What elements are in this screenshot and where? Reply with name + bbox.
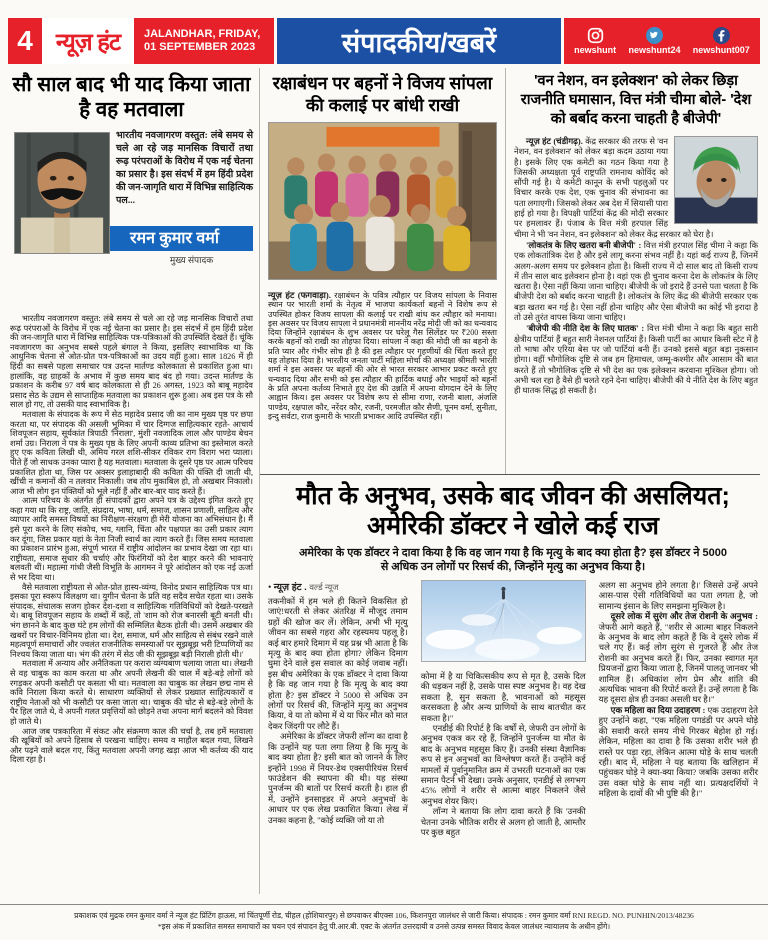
newspaper-logo: न्यूज़ हंट (42, 18, 134, 64)
facebook-handle: newshunt007 (692, 45, 750, 55)
right-area (260, 68, 760, 894)
death-subsection-text: एक उदाहरण देते हुए उन्होंने कहा, "एक महिला पगडंडी पर अपने घोड़े की सवारी करते समय नीचे गिरकर बेहोश हो गई। लेकिन, महिला का दावा है कि उसका शरीर भले ही रास्ते पर पड़ा रहा, लेकिन आत्मा घोड़े के साथ चलती रही। बाद में, महिला ने यह बताया कि खलिहान में पहुंचकर घोड़े ने क्या-क्या किया? जबकि उसका शरीर उस वक्त घोड़े के साथ नहीं था। प्रत्यक्षदर्शियों ने महिला के दावों की भी पुष्टि की है।" (598, 704, 759, 799)
election-subhead: 'बीजेपी की नीति देश के लिए घातक' : (526, 323, 645, 334)
death-column-3 (599, 580, 758, 838)
death-subsection-text: जेफरी आगे कहते हैं, "शरीर से आत्मा बाहर निकलने के अनुभव के बाद लोग कहते हैं कि वे दूसरे लोक में चले गए हैं। कई लोग सुरंग से गुजरते हैं और तेज रोशनी का अनुभव करते हैं। फिर, उनका स्वागत मृत प्रियजनों द्वारा किया जाता है, जिनमें पालतू जानवर भी शामिल हैं। अधिकांश लोग प्रेम और शांति की अत्यधिक भावना की रिपोर्ट करते हैं। उन्हें लगता है कि यह दूसरा क्षेत्र ही उनका असली घर है।" (598, 621, 758, 705)
death-paragraph: अमेरिका के डॉक्टर जेफरी लॉन्ग का दावा है कि उन्होंने यह पता लगा लिया है कि मृत्यु के बाद क्या होता है? इसी बात को जानने के लिए इन्होंने 1998 में नियर-डेथ एक्सपीरियंस रिसर्च फाउंडेशन की स्थापना की थी। यह संस्था पुनर्जन्म की बातों पर रिसर्च करती है। हाल ही में, उन्होंने इनसाइडर में अपने अनुभवों के आधार पर एक लेख प्रकाशित किया। लेख में उनका कहना है, "कोई व्यक्ति जो या तो (268, 731, 408, 825)
editorial-headline: सौ साल बाद भी याद किया जाता है वह मतवाला (12, 73, 251, 121)
death-column-1 (268, 580, 408, 838)
election-dateline: न्यूज़ हंट (चंडीगढ़). (526, 136, 583, 146)
editorial-author-title: मुख्य संपादक (169, 255, 214, 265)
editorial-body (10, 314, 253, 765)
editorial-paragraph: आज जब पत्रकारिता में संकट और संक्रमण काल की चर्चा है, तब हमें मतवाला की खूबियों को अपने हिसाब से परखना चाहिए। समय व माहौल बदल गया, लिखने और पढ़ने वाले बदल गए, किंतु मतवाला अपनी जगह खड़ा आज भी कर्तव्य की याद दिला रहा है। (10, 726, 253, 765)
death-subsection-lead: एक महिला का दिया उदाहरण : (610, 704, 706, 715)
death-article (260, 474, 760, 894)
death-paragraph: कोमा में है या चिकित्सकीय रूप से मृत है, उसके दिल की धड़कन नहीं है, उसके पास स्पष्ट अनुभव है। वह देख सकता है, सुन सकता है, भावनाओं को महसूस करसकता है और अन्य प्राणियों के साथ बातचीत कर सकता है।" (420, 671, 586, 723)
content-area (8, 68, 760, 894)
election-subhead: 'लोकतंत्र के लिए खतरा बनी बीजेपी' : (526, 239, 642, 250)
election-article (506, 68, 760, 474)
death-headline: मौत के अनुभव, उसके बाद जीवन की असलियत; अमेरिकी डॉक्टर ने खोले कई राज (296, 482, 730, 540)
election-text: वित्त मंत्री चीमा ने कहा कि बहुत सारी क्षेत्रीय पार्टियां हैं बहुत सारी नेशनल पार्टियां हैं। किसी पार्टी का आधार किसी स्टेट में है तो भाषा और एरिया बेस पर जो पार्टियां बनी हैं। उनको इससे बहुत बड़ा नुकसान होगा। वहीं भौगोलिक दृष्टि से जब हम हिमाचल, जम्मू-कश्मीर और आसाम की बात करते हैं तो भौगोलिक दृष्टि से भी देश का एक इलेक्शन करवाना मुश्किल होगा। जो अभी चल रहा है वैसे ही चलते रहने देना चाहिए। बीजेपी की ये नीति देश के लिए बहुत ही घातक सिद्ध हो सकती है। (514, 324, 758, 396)
rakhi-text: रक्षाबंधन के पवित्र त्यौहार पर विजय सांपला के निवास स्थान पर भारती शर्मा के नेतृत्व में भाजपा कार्यकर्ता बहनों ने विशेष रूप से उपस्थित होकर विजय सापला की कलाई पर राखी बांध कर त्यौहार को मनाया। इस अवसर पर विजय सापला ने प्रधानमंत्री माननीय नरेंद्र मोदी जी को का धन्यवाद दिया जिन्होंने रक्षाबंधन के शुभ अवसर पर घरेलू गैस सिलेंडर पर ₹200 सस्ता करके बहनों को राखी का तोहफा दिया। सांपला ने कहा की मोदी जी का बहनो के प्रति प्यार और गंभीर सोच ही है की इस त्यौहार पर गृहणीयों की चिंता करते हुए यह तोहफा दिया है। भारतीय जनता पार्टी महिला मोर्चा की अध्यक्षा श्रीमती भारती शर्मा ने इस अवसर पर बहनों की ओर से भारत सरकार आभार प्रकट करते हुए धन्यवाद दिया और सभी को इस त्यौहार की हार्दिक बधाई और भाइयों को बहनों के प्रति अपना कर्तव्य निभाते हुए देश की उन्नति में अपना योगदान देने के लिए आह्वान किय। इस अवसर पर विशेष रूप से सीमा राणा, रजनी बाला, अंजलि पाण्डेय, रक्षपाल कौर, नरेंदर कौर, रजनी, परमजीत कौर सैणी, पूनम वर्मा, सुनीता, इन्दु सर्वटा, राज कुमारी के भारती प्रभाकर आदि उपस्थित रहीं। (268, 291, 497, 421)
editorial-author-band: रमन कुमार वर्मा (36, 226, 253, 251)
top-articles-row (260, 68, 760, 474)
rakhi-group-photo (268, 122, 497, 280)
election-text: वित्त मंत्री हरपाल सिंह चीमा ने कहा कि एक लोकतांत्रिक देश है और इसे लागू करना संभव नहीं है। यहां कई राज्य हैं, जिनमें अलग-अलग समय पर इलेक्शन होता है। किसी राज्य में दो साल बाद तो किसी राज्य में तीन साल बाद इलेक्शन होना है। वहां एक ही चुनाव करना देश के लोकतंत्र के लिए खतरा है। ऐसा नहीं किया जाना चाहिए। बीजेपी के जो इरादे हैं उनसे पता चलता है कि बीजेपी देश को बर्बाद करना चाहती है। लोकतंत्र के लिए केंद्र की बीजेपी सरकार एक बड़ा खतरा बन गई है। ऐसा नहीं होना चाहिए और ऐसा बीजेपी का कोई भी इरादा है तो उसे तुरंत वापस किया जाना चाहिए। (514, 240, 758, 323)
social-facebook (693, 27, 750, 55)
death-paragraph: अलग सा अनुभव होने लगता है।' जिससे उन्हें अपने आस-पास ऐसी गतिविधियों का पता लगता है, जो सामान्य इंसान के लिए समझना मुश्किल है। (598, 580, 758, 611)
imprint-footer (0, 904, 768, 932)
editorial-paragraph: भारतीय नवजागरण वस्तुत: लंबे समय से चले आ रहे जड़ मानसिक विचारों तथा रूढ़ परंपराओं के विरोध में एक नई चेतना का प्रसार है। इस संदर्भ में हम हिंदी प्रदेश की जन-जागृति धारा में विभिन्न साहित्यिक पत्र-पत्रिकाओं की उपस्थिति देखते हैं। चूंकि नवजागरण का अनुभव सबसे पहले बंगाल ने किया, इसलिए स्वाभाविक था कि आधुनिक चेतना से ओत-प्रोत पत्र-पत्रिकाओं का उदय वहीं हुआ। साल 1826 में ही हिंदी का सबसे पहला समाचार पत्र उदन्त मार्तण्ड कोलकाता से प्रकाशित हुआ था। हालांकि, वह ग्राहकों के अभाव में कुछ समय बाद बंद हो गया। उदन्त मार्तण्ड के प्रकाशन के करीब 97 वर्ष बाद कोलकाता से ही 26 अगस्त, 1923 को बाबू महादेव प्रसाद सेठ के उद्यम से साप्ताहिक मतवाला का प्रकाशन शुरू हुआ। अब इस पत्र के सौ साल हो गए, तो उसकी याद स्वाभाविक है। (10, 314, 253, 410)
editorial-intro: भारतीय नवजागरण वस्तुत: लंबे समय से चले आ रहे जड़ मानसिक विचारों तथा रूढ़ परंपराओं के विरोध में एक नई चेतना का प्रसार है। इस संदर्भ में हम हिंदी प्रदेश की जन-जागृति धारा में विभिन्न साहित्यिक पल... (116, 131, 253, 206)
facebook-icon (713, 27, 730, 44)
election-paragraph (514, 240, 758, 323)
death-column-2 (421, 580, 586, 838)
instagram-icon (587, 27, 604, 44)
bullet-icon: • (268, 583, 272, 593)
death-paragraph: एनडीई की रिपोर्ट है कि वर्षों से, जेफरी उन लोगों के अनुभव एकत्र कर रहे हैं, जिन्होंने पुनर्जन्म या मौत के बाद के अनुभव महसूस किए हैं। उनकी संस्था वैज्ञानिक रूप से इन अनुभवों का विश्लेषण करते हैं। उन्होंने कई मामलों में पूर्वानुमानित क्रम में उभरती घटनाओं का एक समान पैटर्न भी देखा। उनके अनुसार, एनडीई से लगभग 45% लोगों ने शरीर से आत्मा बाहर निकलने जैसे अनुभव शेयर किए। (420, 723, 586, 806)
social-instagram (574, 27, 616, 55)
author-photo (14, 132, 110, 254)
twitter-icon (646, 27, 663, 44)
death-paragraph (599, 705, 758, 799)
election-body (514, 136, 758, 396)
death-paragraph: लॉन्ग ने बताया कि लोग दावा करते हैं कि 'उनकी चेतना उनके भौतिक शरीर से अलग हो जाती है, आम्तौर पर कुछ बहुत (420, 806, 586, 838)
rakhi-dateline: न्यूज़ हंट (फगवाड़ा). (268, 290, 331, 300)
death-byline-name: न्यूज़ हंट . (273, 582, 307, 593)
social-twitter (628, 27, 680, 55)
death-columns (268, 580, 758, 838)
section-title: संपादकीय/खबरें (277, 18, 561, 64)
death-paragraph (599, 611, 758, 705)
dateline (134, 18, 274, 64)
death-byline (268, 580, 408, 593)
death-subsection-lead: दूसरे लोक में सुरंग और तेज रोशनी के अनुभव : (610, 611, 758, 622)
editorial-lede-block (10, 130, 253, 310)
rakhi-headline: रक्षाबंधन पर बहनों ने विजय सांपला की कलाई पर बांधी राखी (272, 73, 493, 115)
editorial-paragraph: आत्म परिचय के अंतर्गत ही संपादकों द्वारा अपने पत्र के उद्देश्य इंगित करते हुए कहा गया था कि राष्ट्र, जाति, संप्रदाय, भाषा, धर्म, समाज, शासन प्रणाली, साहित्य और व्यापार आदि समस्त विषयों का निरीक्षण-संरक्षण ही मेरी योजना का अभिसंधान है। मैं इसे पूरा करने के लिए संकोच, भय, ग्लानि, चिंता और पक्षपात का उसी प्रकार त्याग कर दूंगा, जिस प्रकार यहां के नेता निजी स्वार्थ का त्याग करते हैं। जिस समय मतवाला का प्रकाशन प्रारंभ हुआ, संपूर्ण भारत में राष्ट्रीय आंदोलन का प्रभाव देखा जा रहा था। राष्ट्रीयता, समाज सुधार की चर्चाएं और फिरंगियों को देश बाहर करने की भावनाएं बलवती थीं। महात्मा गांधी जैसी विभूति के आगमन ने पूरे आंदोलन को एक नई ऊर्जा से भर दिया था। (10, 496, 253, 583)
death-subhead: अमेरिका के एक डॉक्टर ने दावा किया है कि वह जान गया है कि मृत्यु के बाद क्या होता है? इस डॉक्टर ने 5000 से अधिक उन लोगों पर रिसर्च की, जिन्होंने मृत्यु का अनुभव किया है। (299, 547, 727, 573)
twitter-handle: newshunt24 (628, 45, 681, 55)
editorial-paragraph: वैसे मतवाला राष्ट्रीयता से ओत-प्रोत हास्य-व्यंग्य, विनोद प्रधान साहित्यिक पत्र था। इसका पूरा स्वरूप विलक्षण था। युगीन चेतना के प्रति वह सदैव सचेत रहता था। उसके संपादक, संचालक सजग होकर देश-दशा व साहित्यिक गतिविधियों को देखते-परखते थे। बाबू शिवपूजन सहाय के शब्दों में कहें, तो 'शाम को रोज बनारसी बूटी बनती थी। भंग छानने के बाद कुछ घंटे हम लोगों की सम्मिलित बैठक होती थी। उसमें अखबार की खबरों पर विचार-विनिमय होता था। देश, समाज, धर्म और साहित्य से संबंध रखने वाले महत्वपूर्ण समाचारों और ज्वलंत राजनीतिक समस्याओं पर सूझबूझ भरी टिप्पणियों का निश्चय किया जाता था। भंग की तरंग में सेठ जी की सूझबूझ बड़ी निराली होती थी।' (10, 582, 253, 659)
masthead (8, 18, 760, 64)
social-handles (564, 18, 760, 64)
dateline-line2: 01 SEPTEMBER 2023 (144, 41, 256, 53)
sky-walk-photo (421, 580, 586, 662)
editorial-paragraph: मतवाला के संपादक के रूप में सेठ महादेव प्रसाद जी का नाम मुख्य पृष्ठ पर छपा करता था, पर संपादक की असली भूमिका में चार दिग्गज साहित्यकार रहते- आचार्य शिवपूजन सहाय, सूर्यकांत त्रिपाठी 'निराला', मुंशी नवजादिक लाल और पाण्डेय बेचन शर्मा उग्र। निराला ने पत्र के मुख्य पृष्ठ के लिए अपनी काव्य प्रतिभा का इस्तेमाल करते हुए एक कविता लिखी थी, अमिय गरल शशि-सीकर रविकर राग विराग भरा प्याला। पीते हैं जो साधक उनका प्यारा है यह मतवाला। मतवाला के दूसरे पृष्ठ पर आत्म परिचय प्रकाशित होता था, जिस पर अक्सर इलाहाबादी की कविता की पंक्ति दी जाती थी, खींची न कमानों की न तलवार निकाली। जब तोप मुकाबिल हो, तो अखबार निकालो। आज भी लोग इन पंक्तियों को भूले नहीं हैं और बार-बार याद करते हैं। (10, 409, 253, 496)
election-headline: 'वन नेशन, वन इलेक्शन' को लेकर छिड़ा राजनीति घमासान, वित्त मंत्री चीमा बोले- 'देश को बर्बाद करना चाहती है बीजेपी' (520, 73, 752, 127)
editorial-column (8, 68, 260, 894)
election-text: केंद्र सरकार की तरफ से 'वन नेशन, वन इलेक्शन' को लेकर बड़ा कदम उठाया गया है। इसके लिए एक कमेटी का गठन किया गया है जिसकी अध्यक्षता पूर्व राष्ट्रपति रामनाथ कोविंद को सौंपी गई है। ये कमेटी कानून के सभी पहलुओं पर विचार करके एक देश, एक चुनाव की संभावना का पता लगाएगी। जिसको लेकर अब देश में सियासी पारा हाई हो गया है। विपक्षी पार्टियां केंद्र की मोदी सरकार पर हमलावर हैं। पंजाब के वित्त मंत्री हरपाल सिंह चीमा ने भी 'वन नेशन, वन इलेक्शन' को लेकर केंद्र सरकार को घेरा है। (514, 137, 714, 239)
imprint-line2: *इस अंक में प्रकाशित समस्त समाचारों का चयन एवं संपादन हेतु पी.आर.बी. एक्ट के अंतर्गत उत्तरदायी व उनसे उत्पन्न समस्त विवाद केवल जालंधर न्यायालय के अधीन होंगे। (157, 922, 611, 931)
election-paragraph (514, 323, 758, 396)
page-number: 4 (8, 18, 42, 64)
imprint-line1: प्रकाशक एवं मुद्रक रमन कुमार वर्मा ने न्यूज हंट प्रिंटिंग हाऊस, मां चिंतपूर्णी रोड, चीहल (होशियारपुर) से छपवाकर बीएक्स 106, किशनपुरा जालंधर से जारी किया। संपादक : रमन कुमार वर्मा RNI REGD. NO. PUNHIN/2013/48236 (74, 911, 694, 920)
instagram-handle: newshunt (574, 45, 617, 55)
dateline-line1: JALANDHAR, FRIDAY, (144, 28, 261, 40)
cheema-photo (674, 136, 758, 224)
death-byline-desk: वर्ल्ड न्यूज (309, 582, 339, 592)
rakhi-body (268, 291, 497, 421)
death-paragraph: तकनीकों में हम भले ही कितने विकसित हो जाएं!धरती से लेकर अंतरिक्ष में मौजूद तमाम ग्रहों की खोज कर लें। लेकिन, अभी भी मृत्यु जीवन का सबसे गहरा और रहस्यमय पहलू है। कई बार हमारे दिमाग में यह प्रश्न भी आता है कि मृत्यु के बाद क्या होता होगा? लेकिन दिमाग घुमा देने वाले इस सवाल का कोई जवाब नहीं। इस बीच अमेरिका के एक डॉक्टर ने दावा किया है कि वह जान गया है कि मृत्यु के बाद क्या होता है? इस डॉक्टर ने 5000 से अधिक उन लोगों पर रिसर्च की, जिन्होंने मृत्यु का अनुभव किया, वे या तो कोमा में थे या फिर मौत को मात देकर जिंदगी पर लौटे हैं। (268, 596, 408, 731)
editorial-paragraph: मतवाला में अन्याय और अनैतिकता पर करारा व्यंग्यबाण चलाया जाता था। लेखनी से वह चाबुक का काम करता था और अपनी लेखनी की चाल में बड़े-बड़े लोगों को रगड़कर अपनी कसौटी पर कसता भी था। मतवाला का चाबुक का लेखन छद्म नाम से कवि निराला किया करते थे। साधारण व्यक्तियों से लेकर प्रख्यात साहित्यकारों व राष्ट्रीय नेताओं को भी कसौटी पर कसा जाता था। चाबुक की चोट से बड़े-बड़े लोगों के पैर हिल जाते थे, वे अपनी गलत प्रवृत्तियों को छोड़ने तथा अपना मार्ग बदलने को विवश हो जाते थे। (10, 659, 253, 726)
rakhi-article (260, 68, 506, 474)
